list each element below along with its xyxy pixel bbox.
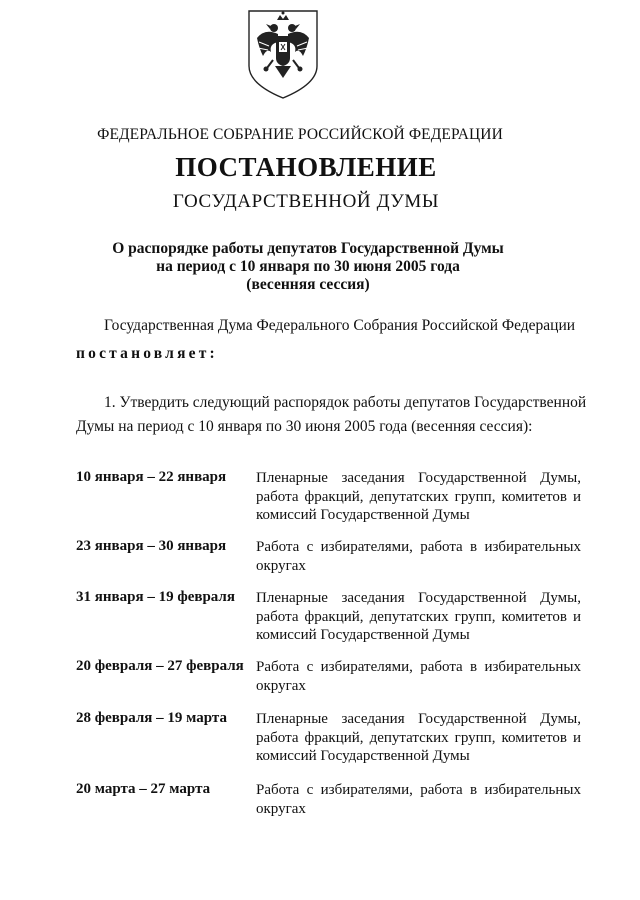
activity-line: комиссий Государственной Думы [256,507,470,523]
activity-line: Работа с избирателями, работа в избирательных [256,659,581,675]
schedule-activity [256,589,581,645]
parliament-name: ФЕДЕРАЛЬНОЕ СОБРАНИЕ РОССИЙСКОЙ ФЕДЕРАЦИИ [97,126,503,143]
schedule-activity [256,469,581,525]
activity-line: комиссий Государственной Думы [256,627,470,643]
schedule-activity [256,538,581,575]
schedule-period: 20 марта – 27 марта [76,781,211,797]
schedule-activity [256,710,581,766]
schedule-activity [256,658,581,695]
schedule-period: 20 февраля – 27 февраля [76,658,244,674]
subject-line-3: (весенняя сессия) [246,276,370,293]
subject-line-2: на период с 10 января по 30 июня 2005 года [156,258,460,275]
activity-line: работа фракций, депутатских групп, комитетов и [256,488,581,505]
activity-line: округах [256,557,306,574]
document-subtitle: ГОСУДАРСТВЕННОЙ ДУМЫ [172,191,440,212]
activity-line: комиссий Государственной Думы [256,748,470,764]
state-emblem-icon [245,8,321,100]
schedule-period: 28 февраля – 19 марта [76,710,227,726]
activity-line: Работа с избирателями, работа в избирательных [256,539,581,555]
schedule-period: 10 января – 22 января [76,469,227,485]
schedule-period: 23 января – 30 января [76,538,227,554]
activity-line: округах [256,800,306,817]
item1-text-line2: Думы на период с 10 января по 30 июня 2005 года (весенняя сессия): [76,418,533,435]
schedule-activity [256,781,581,818]
resolves-text: постановляет: [76,345,218,362]
activity-line: Пленарные заседания Государственной Думы, [256,470,581,486]
activity-line: работа фракций, депутатских групп, комитетов и [256,608,581,625]
activity-line: округах [256,677,306,694]
document-title: ПОСТАНОВЛЕНИЕ [175,152,437,182]
activity-line: Работа с избирателями, работа в избирательных [256,782,581,798]
activity-line: Пленарные заседания Государственной Думы, [256,590,581,606]
schedule-period: 31 января – 19 февраля [76,589,235,605]
subject-line-1: О распорядке работы депутатов Государственной Думы [112,240,504,257]
item1-text-line1: 1. Утвердить следующий распорядок работы депутатов Государственной [104,394,587,411]
activity-line: Пленарные заседания Государственной Думы, [256,711,581,727]
preamble-text: Государственная Дума Федерального Собрания Российской Федерации [104,317,576,334]
activity-line: работа фракций, депутатских групп, комитетов и [256,729,581,746]
